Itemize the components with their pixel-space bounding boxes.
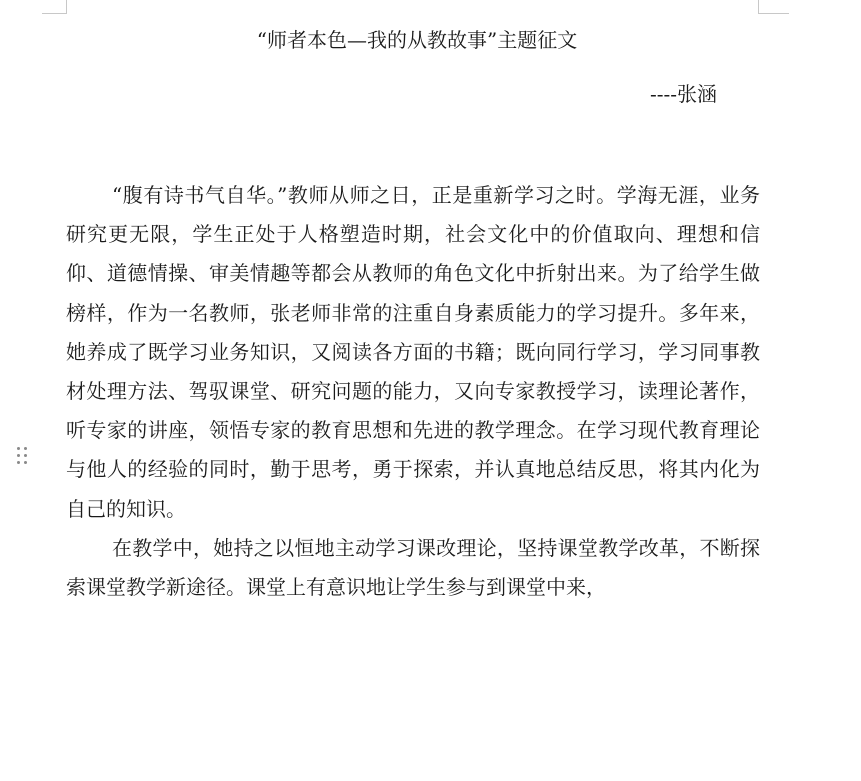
paragraph-2[interactable]: 在教学中，她持之以恒地主动学习课改理论，坚持课堂教学改革，不断探索课堂教学新途径。课堂上有意识地让学生参与到课堂中来， xyxy=(66,535,760,600)
document-body[interactable] xyxy=(66,176,760,607)
document-title[interactable]: “师者本色—我的从教故事”主题征文 xyxy=(256,28,578,52)
page-corner-mark-left xyxy=(42,0,67,14)
page-corner-mark-right xyxy=(758,0,789,14)
document-author[interactable]: ----张涵 xyxy=(650,82,718,106)
drag-handle-icon[interactable] xyxy=(15,445,29,467)
paragraph-1[interactable]: “腹有诗书气自华。”教师从师之日，正是重新学习之时。学海无涯，业务研究更无限，学生正处于人格塑造时期，社会文化中的价值取向、理想和信仰、道德情操、审美情趣等都会从教师的角色文化中折射出来。为了给学生做榜样，作为一名教师，张老师非常的注重自身素质能力的学习提升。多年来，她养成了既学习业务知识，又阅读各方面的书籍；既向同行学习，学习同事教材处理方法、驾驭课堂、研究问题的能力，又向专家教授学习，读理论著作，听专家的讲座，领悟专家的教育思想和先进的教学理念。在学习现代教育理论与他人的经验的同时，勤于思考，勇于探索，并认真地总结反思，将其内化为自己的知识。 xyxy=(66,183,760,521)
